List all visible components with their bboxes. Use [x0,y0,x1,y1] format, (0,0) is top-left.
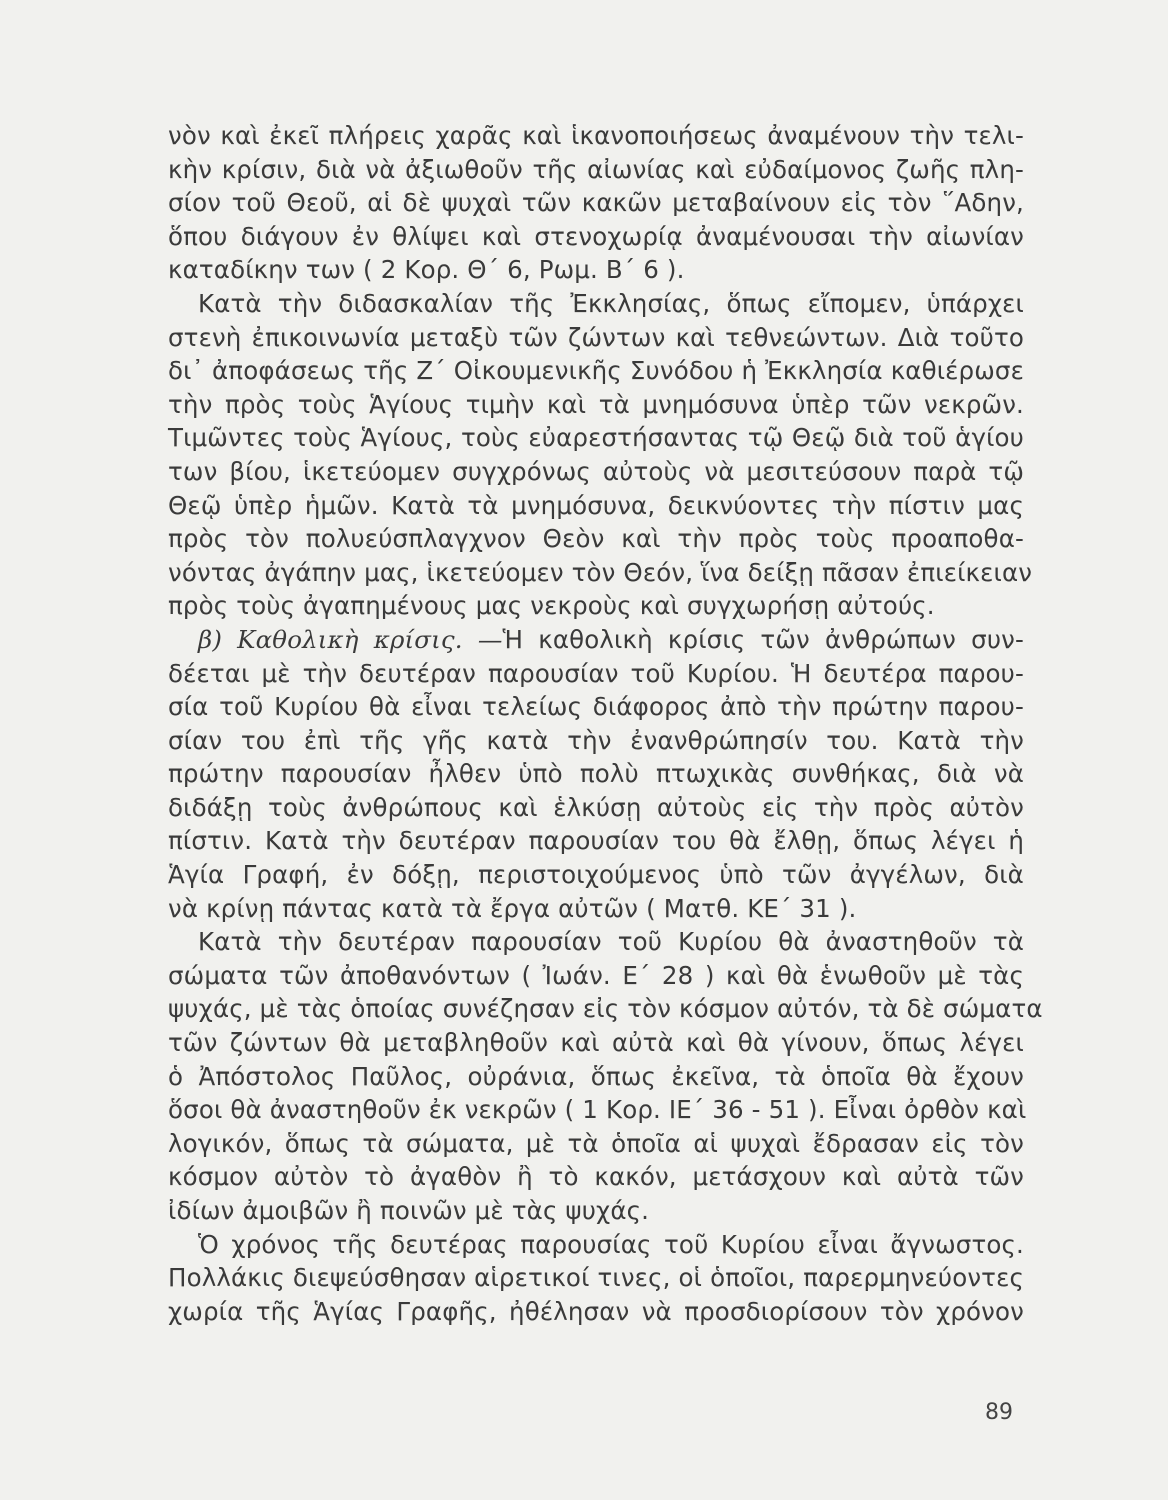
text-line: τὴν πρὸς τοὺς Ἁγίους τιμὴν καὶ τὰ μνημόσυνα ὑπὲρ τῶν νεκρῶν. [168,389,1024,419]
text-line: κόσμον αὐτὸν τὸ ἀγαθὸν ἢ τὸ κακόν, μετάσχουν καὶ αὐτὰ τῶν [168,1162,1024,1192]
text-line: ὅπου διάγουν ἐν θλίψει καὶ στενοχωρίᾳ ἀναμένουσαι τὴν αἰωνίαν [168,221,1024,251]
text-line: Κατὰ τὴν δευτέραν παρουσίαν τοῦ Κυρίου θὰ ἀναστηθοῦν τὰ [198,927,1024,957]
text-line: διδάξῃ τοὺς ἀνθρώπους καὶ ἑλκύσῃ αὐτοὺς εἰς τὴν πρὸς αὐτὸν [168,792,1024,822]
text-line: χωρία τῆς Ἁγίας Γραφῆς, ἠθέλησαν νὰ προσδιορίσουν τὸν χρόνον [168,1296,1024,1326]
text-line-continuation: Ἡ καθολικὴ κρίσις τῶν ἀνθρώπων συν- [502,624,1024,654]
text-line: ὁ Ἀπόστολος Παῦλος, οὐράνια, ὅπως ἐκεῖνα, τὰ ὁποῖα θὰ ἔχουν [168,1061,1024,1091]
text-line: στενὴ ἐπικοινωνία μεταξὺ τῶν ζώντων καὶ τεθνεώντων. Διὰ τοῦτο [168,322,1024,352]
text-line: Τιμῶντες τοὺς Ἁγίους, τοὺς εὐαρεστήσαντας τῷ Θεῷ διὰ τοῦ ἁγίου [168,423,1024,453]
text-line: δι᾽ ἀποφάσεως τῆς Ζ΄ Οἰκουμενικῆς Συνόδου ἡ Ἐκκλησία καθιέρωσε [168,356,1024,386]
text-line: λογικόν, ὅπως τὰ σώματα, μὲ τὰ ὁποῖα αἱ ψυχαὶ ἔδρασαν εἰς τὸν [168,1128,1024,1158]
text-line: δέεται μὲ τὴν δευτέραν παρουσίαν τοῦ Κυρίου. Ἡ δευτέρα παρου- [168,658,1024,688]
page-number: 89 [985,1400,1013,1425]
text-line: ψυχάς, μὲ τὰς ὁποίας συνέζησαν εἰς τὸν κόσμον αὐτόν, τὰ δὲ σώματα [168,994,1043,1024]
text-line: Ἁγία Γραφή, ἐν δόξῃ, περιστοιχούμενος ὑπὸ τῶν ἀγγέλων, διὰ [168,860,1024,890]
text-line: κὴν κρίσιν, διὰ νὰ ἀξιωθοῦν τῆς αἰωνίας καὶ εὐδαίμονος ζωῆς πλη- [168,154,1024,184]
text-line: σίον τοῦ Θεοῦ, αἱ δὲ ψυχαὶ τῶν κακῶν μεταβαίνουν εἰς τὸν ῞Αδην, [168,188,1024,218]
text-line: των βίου, ἱκετεύομεν συγχρόνως αὐτοὺς νὰ μεσιτεύσουν παρὰ τῷ [168,456,1024,486]
text-line: σίαν του ἐπὶ τῆς γῆς κατὰ τὴν ἐνανθρώπησίν του. Κατὰ τὴν [168,725,1024,755]
text-line: σώματα τῶν ἀποθανόντων ( Ἰωάν. Ε΄ 28 ) καὶ θὰ ἑνωθοῦν μὲ τὰς [168,960,1024,990]
text-line: Πολλάκις διεψεύσθησαν αἱρετικοί τινες, οἱ ὁποῖοι, παρερμηνεύοντες [168,1263,1024,1293]
section-heading: β) Καθολικὴ κρίσις. — [198,624,503,654]
text-line: πρὸς τοὺς ἀγαπημένους μας νεκροὺς καὶ συγχωρήσῃ αὐτούς. [168,591,935,621]
text-line: νὸν καὶ ἐκεῖ πλήρεις χαρᾶς καὶ ἱκανοποιήσεως ἀναμένουν τὴν τελι- [168,121,1024,150]
body-text [168,119,1043,1328]
section-heading-line [168,623,1024,657]
text-line: Θεῷ ὑπὲρ ἡμῶν. Κατὰ τὰ μνημόσυνα, δεικνύοντες τὴν πίστιν μας [168,490,1024,520]
text-line: πίστιν. Κατὰ τὴν δευτέραν παρουσίαν του θὰ ἔλθῃ, ὅπως λέγει ἡ [168,826,1024,856]
text-line: πρώτην παρουσίαν ἦλθεν ὑπὸ πολὺ πτωχικὰς συνθήκας, διὰ νὰ [168,759,1024,789]
text-line: πρὸς τὸν πολυεύσπλαγχνον Θεὸν καὶ τὴν πρὸς τοὺς προαποθα- [168,524,1024,554]
text-line: νὰ κρίνῃ πάντας κατὰ τὰ ἔργα αὐτῶν ( Ματθ. ΚΕ΄ 31 ). [168,893,857,923]
text-line: ὅσοι θὰ ἀναστηθοῦν ἐκ νεκρῶν ( 1 Κορ. ΙΕ΄ 36 - 51 ). Εἶναι ὀρθὸν καὶ [168,1095,1027,1125]
text-line: Κατὰ τὴν διδασκαλίαν τῆς Ἐκκλησίας, ὅπως εἴπομεν, ὑπάρχει [198,288,1024,318]
text-line: καταδίκην των ( 2 Κορ. Θ΄ 6, Ρωμ. Β΄ 6 ). [168,255,685,285]
text-line: νόντας ἀγάπην μας, ἱκετεύομεν τὸν Θεόν, ἵνα δείξῃ πᾶσαν ἐπιείκειαν [168,557,1033,587]
text-line: ἰδίων ἀμοιβῶν ἢ ποινῶν μὲ τὰς ψυχάς. [168,1196,650,1225]
text-line: τῶν ζώντων θὰ μεταβληθοῦν καὶ αὐτὰ καὶ θὰ γίνουν, ὅπως λέγει [168,1028,1024,1058]
text-line: σία τοῦ Κυρίου θὰ εἶναι τελείως διάφορος ἀπὸ τὴν πρώτην παρου- [168,692,1024,722]
text-line: Ὁ χρόνος τῆς δευτέρας παρουσίας τοῦ Κυρίου εἶναι ἄγνωστος. [198,1229,1024,1259]
